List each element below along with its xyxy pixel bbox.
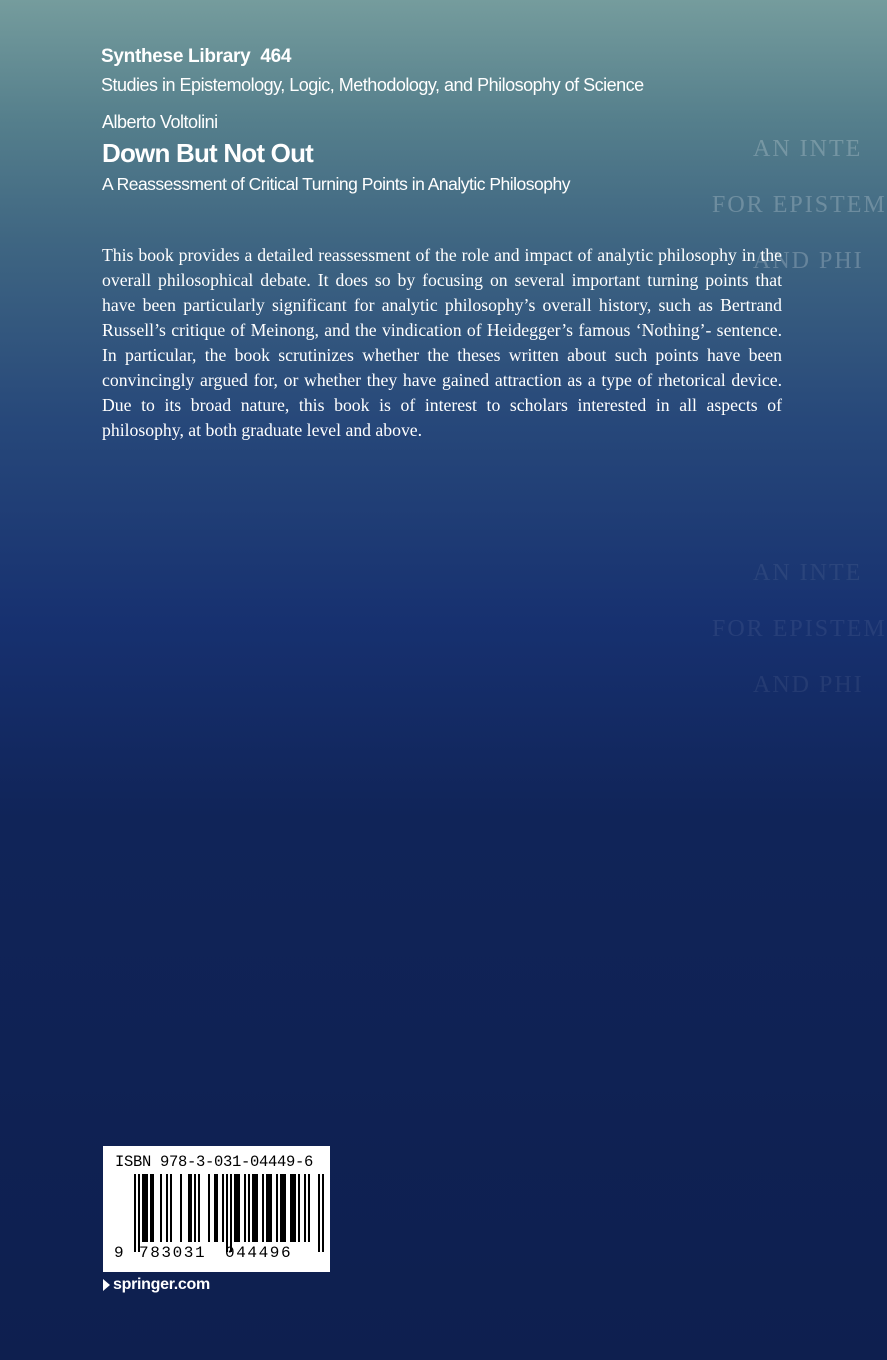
ghost-line-1: AN INTE <box>753 136 863 162</box>
series-name: Synthese Library <box>101 46 251 67</box>
barcode-digit-first: 9 <box>114 1244 124 1262</box>
barcode-bar <box>236 1174 238 1242</box>
barcode-bar <box>166 1174 168 1242</box>
barcode-bar <box>318 1174 320 1252</box>
barcode-bar <box>134 1174 136 1252</box>
barcode-digits-left: 783031 <box>139 1244 207 1262</box>
barcode-bar <box>138 1174 140 1252</box>
barcode-bar <box>256 1174 258 1242</box>
barcode-bar <box>208 1174 210 1242</box>
barcode-bar <box>142 1174 144 1242</box>
barcode-bar <box>216 1174 218 1242</box>
barcode-bar <box>252 1174 254 1242</box>
barcode-bar <box>266 1174 268 1242</box>
book-description: This book provides a detailed reassessment of the role and impact of analytic philosophy in the overall philosophical debate. It does so by focusing on several important turning points that have been particularly significant for analytic philosophy’s overall history, such as Bertrand Russell’s critique of Meinong, and the vindication of Heidegger’s famous ‘Nothing’- sentence. In particular, the book scrutinizes whether the theses written about such points have been convincingly argued for, or whether they have gained attraction as a type of rhetorical device. Due to its broad nature, this book is of interest to scholars interested in all aspects of philosophy, at both graduate level and above. <box>102 245 782 440</box>
website-text[interactable]: springer.com <box>113 1276 210 1293</box>
barcode-bar <box>248 1174 250 1242</box>
barcode-bar <box>292 1174 294 1242</box>
barcode-bar <box>160 1174 162 1242</box>
barcode-bar <box>280 1174 282 1242</box>
barcode-bar <box>144 1174 146 1242</box>
series-subtitle: Studies in Epistemology, Logic, Methodology, and Philosophy of Science <box>101 75 644 95</box>
barcode-bar <box>304 1174 306 1242</box>
barcode-bar <box>198 1174 200 1242</box>
barcode-bar <box>170 1174 172 1242</box>
isbn-barcode <box>103 1146 330 1272</box>
book-subtitle: A Reassessment of Critical Turning Points in Analytic Philosophy <box>102 174 570 194</box>
publisher-website[interactable] <box>103 1276 210 1294</box>
barcode-bar <box>190 1174 192 1242</box>
barcode-bar <box>150 1174 152 1242</box>
barcode-bar <box>226 1174 228 1252</box>
barcode-bar <box>194 1174 196 1242</box>
isbn-label: ISBN 978-3-031-04449-6 <box>115 1153 314 1171</box>
barcode-bar <box>284 1174 286 1242</box>
barcode-bar <box>262 1174 264 1242</box>
barcode-bar <box>322 1174 324 1252</box>
barcode-bar <box>298 1174 300 1242</box>
barcode-bar <box>188 1174 190 1242</box>
ghost-line-4: AN INTE <box>753 560 863 586</box>
barcode-digits-right: 044496 <box>225 1244 293 1262</box>
barcode-bar <box>244 1174 246 1242</box>
ghost-line-5: FOR EPISTEM <box>712 616 887 642</box>
barcode-bar <box>146 1174 148 1242</box>
series-number: 464 <box>260 46 292 67</box>
barcode-bar <box>230 1174 232 1252</box>
barcode-bar <box>234 1174 236 1242</box>
barcode-bar <box>254 1174 256 1242</box>
ghost-line-6: AND PHI <box>753 672 864 698</box>
barcode-bar <box>222 1174 224 1242</box>
barcode-bar <box>276 1174 278 1242</box>
series-line <box>101 46 291 68</box>
triangle-right-icon <box>103 1279 110 1291</box>
barcode-bar <box>270 1174 272 1242</box>
barcode-bar <box>308 1174 310 1242</box>
barcode-bar <box>214 1174 216 1242</box>
barcode-bar <box>180 1174 182 1242</box>
barcode-bar <box>294 1174 296 1242</box>
barcode-bars <box>103 1146 330 1272</box>
barcode-bar <box>152 1174 154 1242</box>
barcode-bar <box>282 1174 284 1242</box>
ghost-line-2: FOR EPISTEM <box>712 192 887 218</box>
barcode-bar <box>290 1174 292 1242</box>
barcode-bar <box>238 1174 240 1242</box>
author-name: Alberto Voltolini <box>102 112 218 132</box>
barcode-bar <box>268 1174 270 1242</box>
book-title: Down But Not Out <box>102 138 314 168</box>
ghost-line-3: AND PHI <box>753 248 864 274</box>
